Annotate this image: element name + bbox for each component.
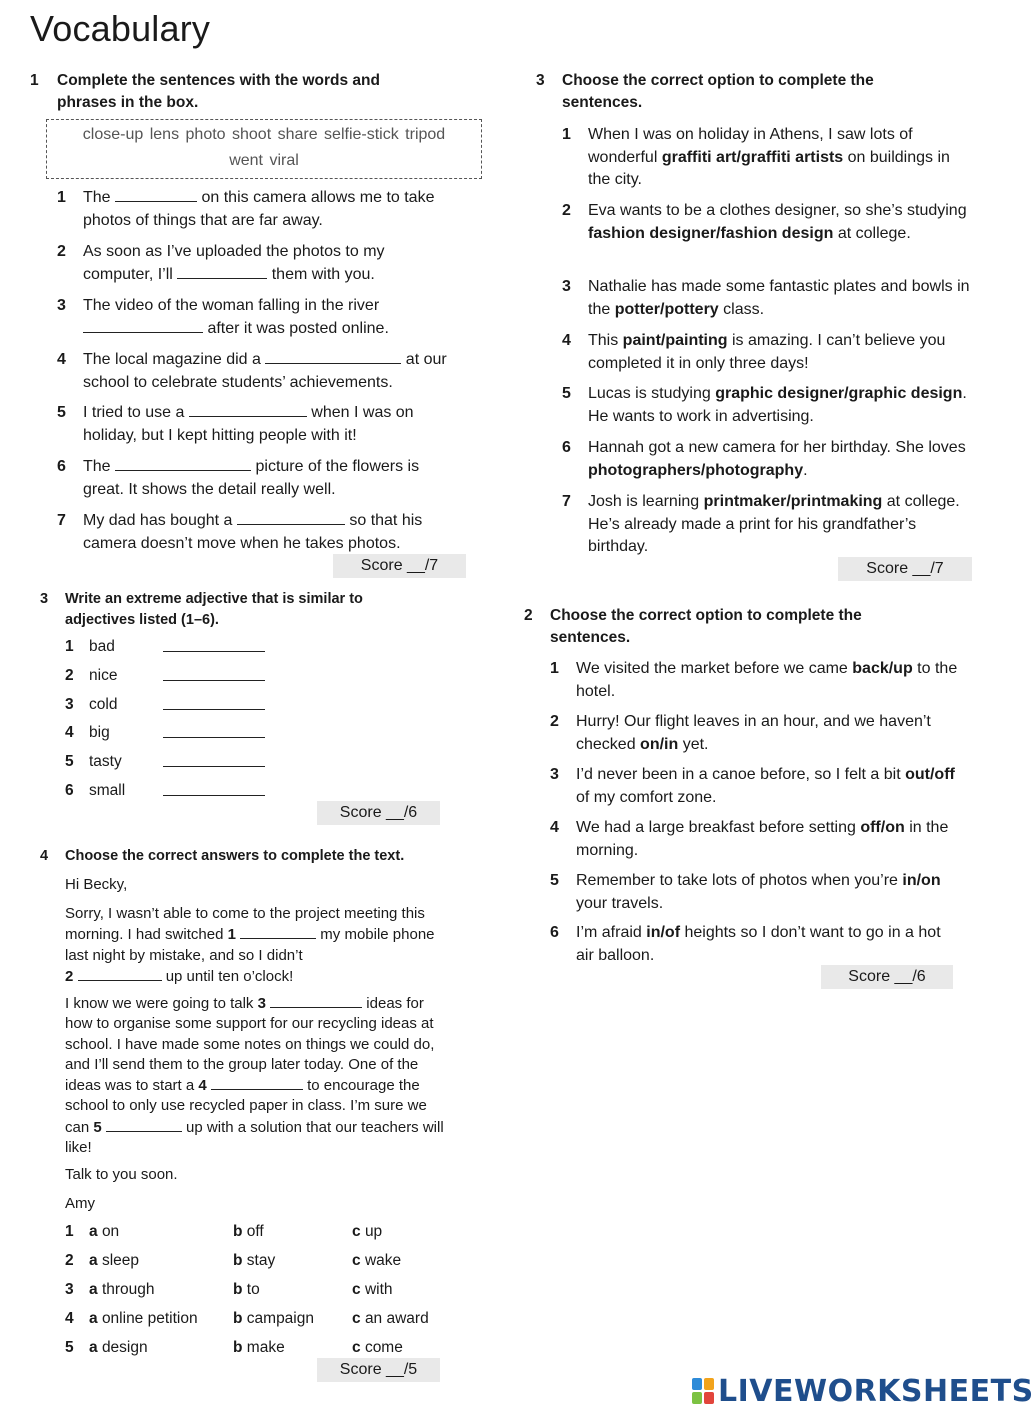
option-c[interactable]: c with xyxy=(352,1281,393,1298)
letter-closing: Talk to you soon. xyxy=(65,1166,178,1183)
adjective-item: 4 big xyxy=(65,723,275,743)
s1-item-4: 4 The local magazine did a at our school to celebrate students’ achievements. xyxy=(57,351,447,391)
adjective-item: 6 small xyxy=(65,781,275,801)
answer-blank[interactable] xyxy=(265,349,401,364)
s2-item-3: 3 I’d never been in a canoe before, so I felt a bit out/off of my comfort zone. xyxy=(550,766,955,806)
s1-item-5: 5 I tried to use a when I was on holiday, but I kept hitting people with it! xyxy=(57,404,414,444)
s3a-item-3: 3 Nathalie has made some fantastic plates and bowls in the potter/pottery class. xyxy=(562,278,970,318)
logo-text: LIVEWORKSHEETS xyxy=(718,1373,1034,1409)
liveworksheets-logo[interactable] xyxy=(692,1373,1034,1409)
section-1-heading: 1 Complete the sentences with the words and phrases in the box. xyxy=(30,72,380,111)
option-c[interactable]: c an award xyxy=(352,1310,429,1327)
answer-blank[interactable] xyxy=(83,318,203,333)
answer-line[interactable] xyxy=(163,766,265,767)
s2-item-2: 2 Hurry! Our flight leaves in an hour, and we haven’t checked on/in yet. xyxy=(550,713,931,753)
option-choice[interactable]: in/of xyxy=(646,924,681,941)
s1-item-6: 6 The picture of the flowers is great. It shows the detail really well. xyxy=(57,458,420,498)
answer-line[interactable] xyxy=(163,709,265,710)
answer-blank-1[interactable] xyxy=(240,924,316,939)
option-b[interactable]: b stay xyxy=(233,1252,276,1269)
adjective-item: 2 nice xyxy=(65,666,275,686)
option-c[interactable]: c come xyxy=(352,1339,403,1356)
s2-item-6: 6 I’m afraid in/of heights so I don’t want to go in a hot air balloon. xyxy=(550,924,941,964)
option-a[interactable]: a design xyxy=(89,1339,148,1356)
score-section-2: Score __/6 xyxy=(821,965,953,989)
option-choice[interactable]: photographers/photography xyxy=(588,461,804,479)
logo-icon xyxy=(692,1378,714,1404)
option-a[interactable]: a online petition xyxy=(89,1310,198,1327)
s1-item-7: 7 My dad has bought a so that his camera doesn’t move when he takes photos. xyxy=(57,512,423,552)
section-3a-heading: 3 Choose the correct option to complete the sentences. xyxy=(536,72,874,111)
option-b[interactable]: b make xyxy=(233,1339,285,1356)
answer-blank[interactable] xyxy=(237,510,345,525)
answer-blank-3[interactable] xyxy=(270,993,362,1008)
option-choice[interactable]: fashion designer/fashion design xyxy=(588,224,834,242)
answer-blank-2[interactable] xyxy=(78,966,162,981)
adjective-item: 5 tasty xyxy=(65,752,275,772)
option-choice[interactable]: paint/painting xyxy=(622,332,728,349)
option-choice[interactable]: out/off xyxy=(905,766,955,783)
option-row: 5 a design b make c come xyxy=(65,1339,403,1356)
option-choice[interactable]: on/in xyxy=(640,735,679,753)
option-choice[interactable]: off/on xyxy=(860,819,905,836)
s3a-item-4: 4 This paint/painting is amazing. I can’t believe you completed it in only three days! xyxy=(562,332,946,372)
option-row: 2 a sleep b stay c wake xyxy=(65,1252,402,1269)
adjective-item: 1 bad xyxy=(65,637,275,657)
score-section-4: Score __/5 xyxy=(317,1358,440,1382)
option-c[interactable]: c wake xyxy=(352,1252,402,1269)
option-a[interactable]: a sleep xyxy=(89,1252,139,1269)
s2-item-5: 5 Remember to take lots of photos when you’re in/on your travels. xyxy=(550,872,941,912)
word-box-text: close-up lens photo shoot share selfie-stick tripod went viral xyxy=(82,126,446,169)
answer-line[interactable] xyxy=(163,680,265,681)
s1-item-2: 2 As soon as I’ve uploaded the photos to my computer, I’ll them with you. xyxy=(57,243,385,283)
option-b[interactable]: b campaign xyxy=(233,1310,314,1327)
answer-line[interactable] xyxy=(163,795,265,796)
option-row: 1 a on b off c up xyxy=(65,1223,383,1240)
answer-blank-5[interactable] xyxy=(106,1117,182,1132)
word-box xyxy=(46,119,482,179)
answer-blank[interactable] xyxy=(189,402,307,417)
page-title: Vocabulary xyxy=(30,8,211,49)
option-choice[interactable]: printmaker/printmaking xyxy=(703,493,883,510)
option-b[interactable]: b off xyxy=(233,1223,264,1240)
option-choice[interactable]: graphic designer/graphic design xyxy=(715,385,963,402)
answer-line[interactable] xyxy=(163,737,265,738)
option-row: 4 a online petition b campaign c an award xyxy=(65,1310,429,1327)
score-section-3b: Score __/6 xyxy=(317,801,440,825)
option-a[interactable]: a on xyxy=(89,1223,120,1240)
s2-item-1: 1 We visited the market before we came back/up to the hotel. xyxy=(550,660,958,700)
score-section-1: Score __/7 xyxy=(333,554,466,578)
option-a[interactable]: a through xyxy=(89,1281,155,1298)
adjective-item: 3 cold xyxy=(65,695,275,715)
section-2-heading: 2 Choose the correct option to complete the sentences. xyxy=(524,607,862,646)
option-choice[interactable]: graffiti art/graffiti artists xyxy=(661,148,844,166)
option-choice[interactable]: in/on xyxy=(902,872,941,889)
s3a-item-7: 7 Josh is learning printmaker/printmaking at college. He’s already made a print for his grandfather’s birthday. xyxy=(562,493,960,555)
s3a-item-1: 1 When I was on holiday in Athens, I saw lots of wonderful graffiti art/graffiti artists on buildings in the city. xyxy=(562,126,950,188)
option-row: 3 a through b to c with xyxy=(65,1281,393,1298)
letter-signature: Amy xyxy=(65,1195,95,1212)
s1-item-1: 1 The on this camera allows me to take photos of things that are far away. xyxy=(57,189,435,229)
option-choice[interactable]: potter/pottery xyxy=(614,300,719,318)
s1-item-3: 3 The video of the woman falling in the river after it was posted online. xyxy=(57,297,389,337)
section-3b-heading: 3 Write an extreme adjective that is similar to adjectives listed (1–6). xyxy=(40,591,363,628)
s3a-item-5: 5 Lucas is studying graphic designer/graphic design. He wants to work in advertising. xyxy=(562,385,967,425)
answer-blank[interactable] xyxy=(177,264,267,279)
letter-paragraph-2: I know we were going to talk 3 ideas for how to organise some support for our recycling ideas at school. I have made some notes on things we could do, and I’ll send them to the group later today. One of the ideas was to start a 4 to encourage the school to only use recycled paper in class. I’m sure we can 5 up with a solution that our teachers will like! xyxy=(65,995,444,1157)
s3a-item-6: 6 Hannah got a new camera for her birthday. She loves photographers/photography. xyxy=(562,439,966,479)
s3a-item-2: 2 Eva wants to be a clothes designer, so she’s studying fashion designer/fashion design at college. xyxy=(562,202,967,242)
answer-blank[interactable] xyxy=(115,456,251,471)
letter-greeting: Hi Becky, xyxy=(65,876,128,893)
option-choice[interactable]: back/up xyxy=(852,660,913,677)
answer-blank-4[interactable] xyxy=(211,1075,303,1090)
option-b[interactable]: b to xyxy=(233,1281,260,1298)
s2-item-4: 4 We had a large breakfast before setting off/on in the morning. xyxy=(550,819,949,859)
score-section-3a: Score __/7 xyxy=(838,557,972,581)
section-4-heading: 4 Choose the correct answers to complete the text. xyxy=(40,848,405,864)
option-c[interactable]: c up xyxy=(352,1223,383,1240)
letter-paragraph-1: Sorry, I wasn’t able to come to the project meeting this morning. I had switched 1 my mobile phone last night by mistake, and so I didn’t 2 up until ten o’clock! xyxy=(65,905,435,985)
answer-blank[interactable] xyxy=(115,187,197,202)
answer-line[interactable] xyxy=(163,651,265,652)
